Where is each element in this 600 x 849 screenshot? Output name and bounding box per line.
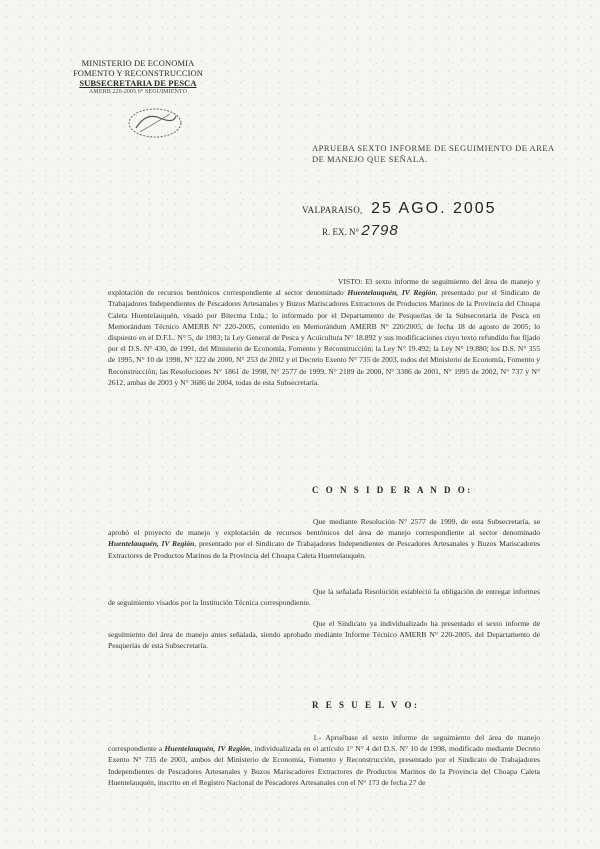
resolution-number-value: 2798 (361, 222, 399, 239)
considerando-1-text-a: Que mediante Resolución N° 2577 de 1999, de esta Subsecretaría, se aprobó el proyecto de manejo y explotación de recursos bentónicos del área de manejo correspondiente al sector denominado (108, 517, 540, 538)
visto-place: Huentelauquén, IV Región (347, 288, 436, 298)
resuelvo-1-text-a: 1.- Apruébase el sexto informe de seguimiento del área de manejo correspondiente a (108, 733, 540, 754)
visto-text-1: El sexto informe de seguimiento del área de manejo y explotación de recursos bentónicos correspondiente al sector denominado (108, 277, 541, 298)
date-line (302, 200, 497, 218)
resolution-number (322, 222, 399, 239)
considerando-3 (108, 618, 540, 652)
resuelvo-1-place: Huentelauquén, IV Región (164, 744, 251, 754)
visto-paragraph (108, 276, 540, 388)
considerando-1-text-b: , presentado por el Sindicato de Trabajadores Independientes de Pescadores Artesanales y Buzos Mariscadores Extractores de Productos Marinos de la Provincia del Choapa Caleta Huentelauquén. (108, 539, 541, 560)
place-label: VALPARAISO, (302, 205, 363, 215)
ministry-header (58, 58, 218, 96)
resuelvo-1 (108, 732, 540, 788)
subject-line: APRUEBA SEXTO INFORME DE SEGUIMIENTO DE AREA DE MANEJO QUE SEÑALA. (312, 143, 555, 164)
ministry-line-3: SUBSECRETARIA DE PESCA (79, 78, 197, 88)
considerando-1-place: Huentelauquén, IV Región (108, 539, 195, 549)
visto-lead: VISTO: (338, 277, 363, 286)
ministry-line-1: MINISTERIO DE ECONOMIA (81, 58, 195, 68)
visto-text-2: , presentado por el Sindicato de Trabajadores Independientes de Pescadores Artesanales y Buzos Mariscadores Extractores de Productos Marinos de la Provincia del Choapa Caleta Huentelauquén, visado por Bitecma Ltda.; lo informado por el Departamento de Pesquerías de la Subsecretaría de Pesca en Memorándum Técnico AMERB N° 220-2005, contenido en Memorándum AMERB N° 220/2005, de fecha 18 de agosto de 2005; lo dispuesto en el D.F.L. N° 5, de 1983; la Ley General de Pesca y Acuicultura N° 18.892 y sus modificaciones cuyo texto refundido fue fijado por el D.S. N° 430, de 1991, del Ministerio de Economía, Fomento y Reconstrucción; la Ley N° 19.492; la Ley N° 19.880; los D.S. N° 355 de 1995, N° 10 de 1998, N° 322 de 2000, N° 253 de 2002 y el Decreto Exento N° 735 de 2003, todos del Ministerio de Economía, Fomento y Reconstrucción; las Resoluciones N° 1861 de 1998, N° 2577 de 1999, N° 2189 de 2000, N° 3386 de 2001, N° 1995 de 2002, N° 737 y N° 2612, ambas de 2003 y N° 3686 de 2004, todas de esta Subsecretaría. (108, 288, 540, 387)
considerando-heading: C O N S I D E R A N D O: (312, 485, 473, 495)
considerando-1 (108, 516, 540, 561)
considerando-2 (108, 586, 540, 608)
official-seal-stamp (126, 106, 184, 140)
date-stamp: 25 AGO. 2005 (371, 200, 497, 217)
resuelvo-heading: R E S U E L V O: (312, 700, 420, 710)
ministry-line-2: FOMENTO Y RECONSTRUCCION (72, 68, 204, 78)
considerando-3-text: Que el Sindicato ya individualizado ha presentado el sexto informe de seguimiento del área de manejo antes señalada, siendo aprobado mediante Informe Técnico AMERB N° 220-2005, del Departamento de Pesquerías de esta Subsecretaría. (108, 619, 540, 651)
resolution-label: R. EX. N° (322, 227, 360, 237)
ministry-line-4: AMERB 220-2005 6° SEGUIMIENTO (88, 89, 188, 95)
considerando-2-text: Que la señalada Resolución estableció la obligación de entregar informes de seguimiento visados por la Institución Técnica correspondiente. (108, 587, 540, 608)
resuelvo-1-text-b: , individualizada en el artículo 1° N° 4 del D.S. N° 10 de 1998, modificado mediante Decreto Exento N° 735 de 2003, ambos del Ministerio de Economía, Fomento y Reconstrucción, presentado por el Sindicato de Trabajadores Independientes de Pescadores Artesanales y Buzos Mariscadores Extractores de Productos Marinos de la Provincia del Choapa Caleta Huentelauquén, inscrito en el Registro Nacional de Pescadores Artesanales con el N° 173 de fecha 27 de (108, 744, 541, 787)
